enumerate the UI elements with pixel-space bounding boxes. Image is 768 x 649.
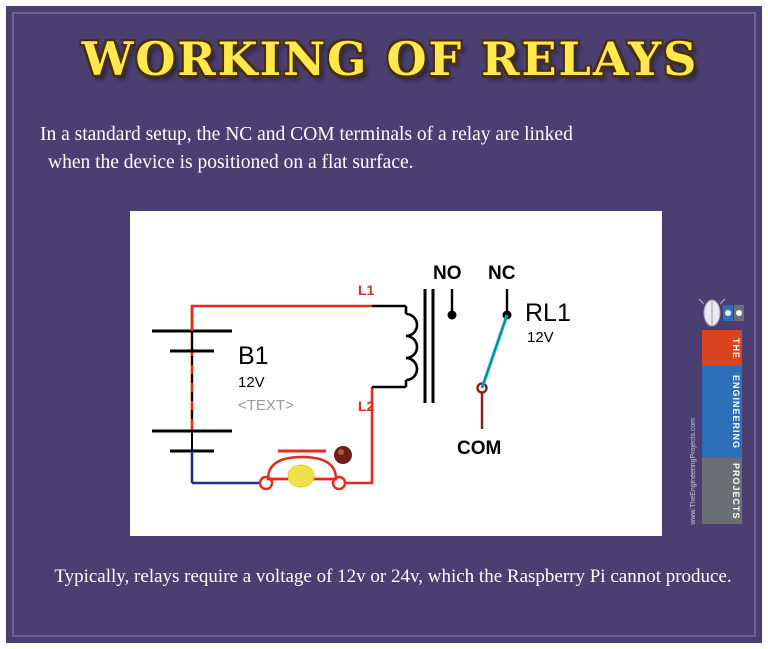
relay-value-label: 12V xyxy=(527,329,554,346)
page-title: WORKING OF RELAYS xyxy=(81,32,699,86)
brand-logo xyxy=(690,298,748,525)
logo-text-bars xyxy=(702,330,742,524)
intro-paragraph xyxy=(40,121,740,178)
intro-line-1: In a standard setup, the NC and COM terminals of a relay are linked xyxy=(40,124,573,145)
battery-ref-label: B1 xyxy=(238,342,269,370)
nc-label: NC xyxy=(488,263,516,284)
relay-core xyxy=(425,289,433,403)
relay-contacts xyxy=(448,289,512,429)
logo-tagline: www.TheEngineeringProjects.com xyxy=(690,418,697,525)
battery-text-label: <TEXT> xyxy=(238,397,294,414)
battery-value-label: 12V xyxy=(238,374,265,391)
com-label: COM xyxy=(457,438,502,459)
bottom-caption: Typically, relays require a voltage of 12v or 24v, which the Raspberry Pi cannot produce. xyxy=(54,566,732,587)
coil-top-label: L1 xyxy=(358,282,375,298)
no-label: NO xyxy=(433,263,462,284)
logo-the: THE xyxy=(702,330,742,366)
intro-line-2: when the device is positioned on a flat surface. xyxy=(48,152,414,174)
relay-circuit-figure xyxy=(130,211,662,536)
logo-bug-icon xyxy=(698,298,748,328)
logo-engineering: ENGINEERING xyxy=(702,366,742,458)
relay-circuit-svg xyxy=(130,211,662,536)
logo-projects: PROJECTS xyxy=(702,458,742,524)
push-button-switch xyxy=(260,446,352,489)
relay-coil xyxy=(372,306,417,387)
battery-symbol xyxy=(152,306,232,483)
coil-bottom-label: L2 xyxy=(358,398,375,414)
relay-ref-label: RL1 xyxy=(525,299,571,327)
